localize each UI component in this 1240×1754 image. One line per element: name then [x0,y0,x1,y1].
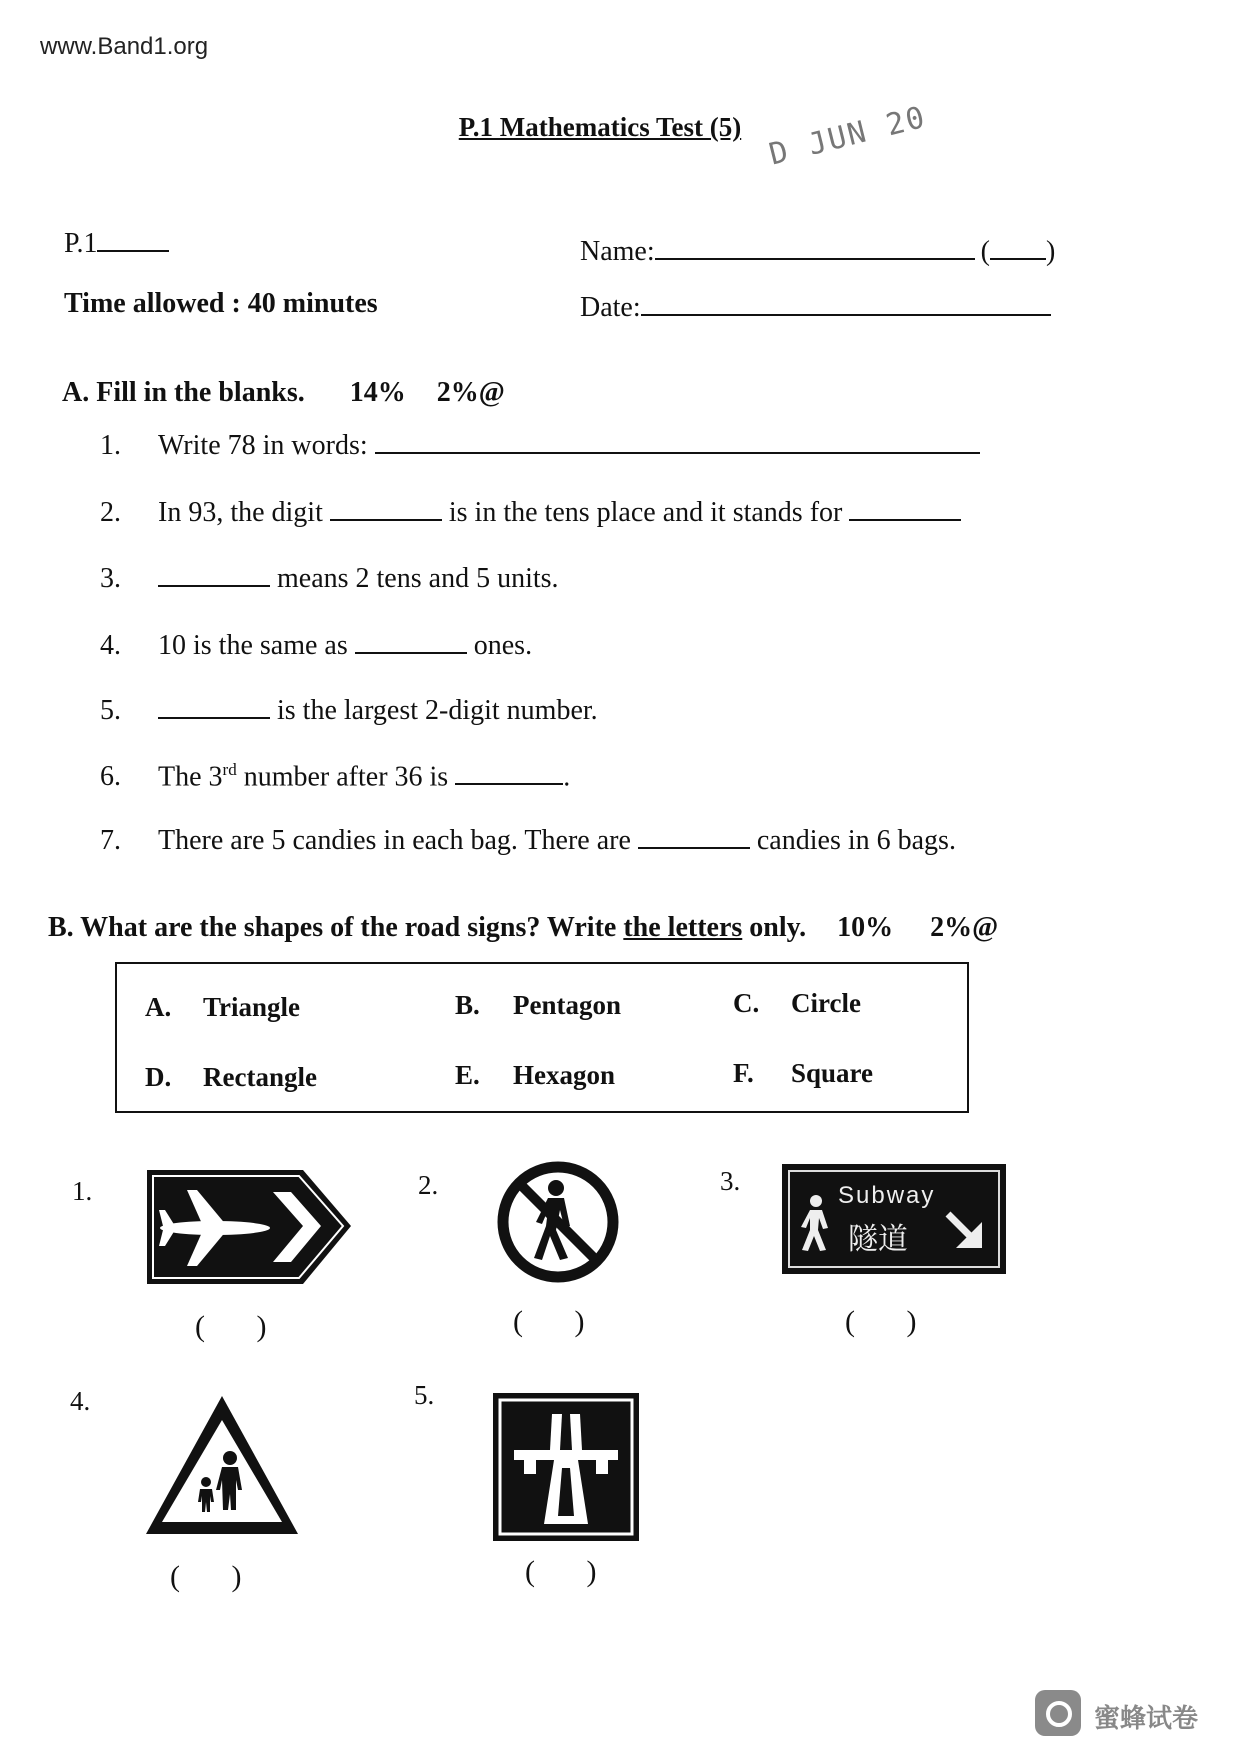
airport-direction-sign-icon [145,1168,355,1286]
section-b-heading: B. What are the shapes of the road signs? Write the letters only. 10% 2%@ [48,912,999,943]
children-crossing-sign-icon [144,1394,300,1536]
sign-1-number: 1. [72,1176,93,1206]
class-field: P.1 [64,228,169,260]
question-4: 4. 10 is the same as ones. [100,630,533,661]
answer-parens-2[interactable]: ( ) [513,1305,585,1338]
subway-sign-icon [782,1164,1006,1274]
pedestrian-icon [798,1194,834,1252]
answer-blank[interactable] [375,430,980,454]
answer-blank[interactable] [455,761,563,785]
arrow-down-right-icon [942,1208,986,1252]
answer-blank[interactable] [638,825,750,849]
answer-blank[interactable] [158,695,270,719]
name-blank[interactable] [655,236,975,260]
name-field: Name: ( ) [580,236,1056,267]
answer-parens-5[interactable]: ( ) [525,1555,597,1588]
date-stamp: D JUN 20 [765,99,930,173]
question-1: 1. Write 78 in words: [100,430,980,462]
answer-parens-1[interactable]: ( ) [195,1310,267,1343]
option-c: C. Circle [733,988,861,1018]
sign-4-number: 4. [70,1386,91,1416]
section-a-heading: A. Fill in the blanks. 14% 2%@ [62,377,505,408]
question-3: 3. means 2 tens and 5 units. [100,563,559,594]
subway-sign-chinese: 隧道 [848,1222,908,1257]
option-f: F. Square [733,1058,874,1088]
shape-options-box [115,962,969,1113]
date-field: Date: [580,292,1051,324]
date-blank[interactable] [641,292,1051,316]
subway-sign-english: Subway [838,1182,936,1209]
question-6: 6. The 3rd number after 36 is . [100,760,571,793]
option-a: A. Triangle [145,992,300,1022]
sign-5-number: 5. [414,1380,435,1410]
time-allowed: Time allowed : 40 minutes [64,288,378,319]
sign-2-number: 2. [418,1170,439,1200]
no-pedestrians-sign-icon [496,1160,620,1284]
option-b: B. Pentagon [455,990,621,1020]
sign-3-number: 3. [720,1166,741,1196]
question-7: 7. There are 5 candies in each bag. There are candies in 6 bags. [100,825,956,856]
answer-blank[interactable] [355,630,467,654]
question-5: 5. is the largest 2-digit number. [100,695,598,726]
answer-parens-3[interactable]: ( ) [845,1305,917,1338]
answer-blank[interactable] [330,497,442,521]
option-e: E. Hexagon [455,1060,616,1090]
expressway-sign-icon [492,1392,640,1542]
watermark-logo-icon [1035,1690,1081,1736]
answer-parens-4[interactable]: ( ) [170,1560,242,1593]
answer-blank[interactable] [849,497,961,521]
option-d: D. Rectangle [145,1062,317,1092]
class-number-parens: ( ) [980,236,1056,267]
answer-blank[interactable] [158,563,270,587]
question-2: 2. In 93, the digit is in the tens place and it stands for [100,497,961,529]
watermark-text: 蜜蜂试卷 [1094,1704,1199,1734]
site-url: www.Band1.org [40,33,209,60]
class-blank[interactable] [97,228,169,252]
page-title: P.1 Mathematics Test (5) [458,112,742,142]
